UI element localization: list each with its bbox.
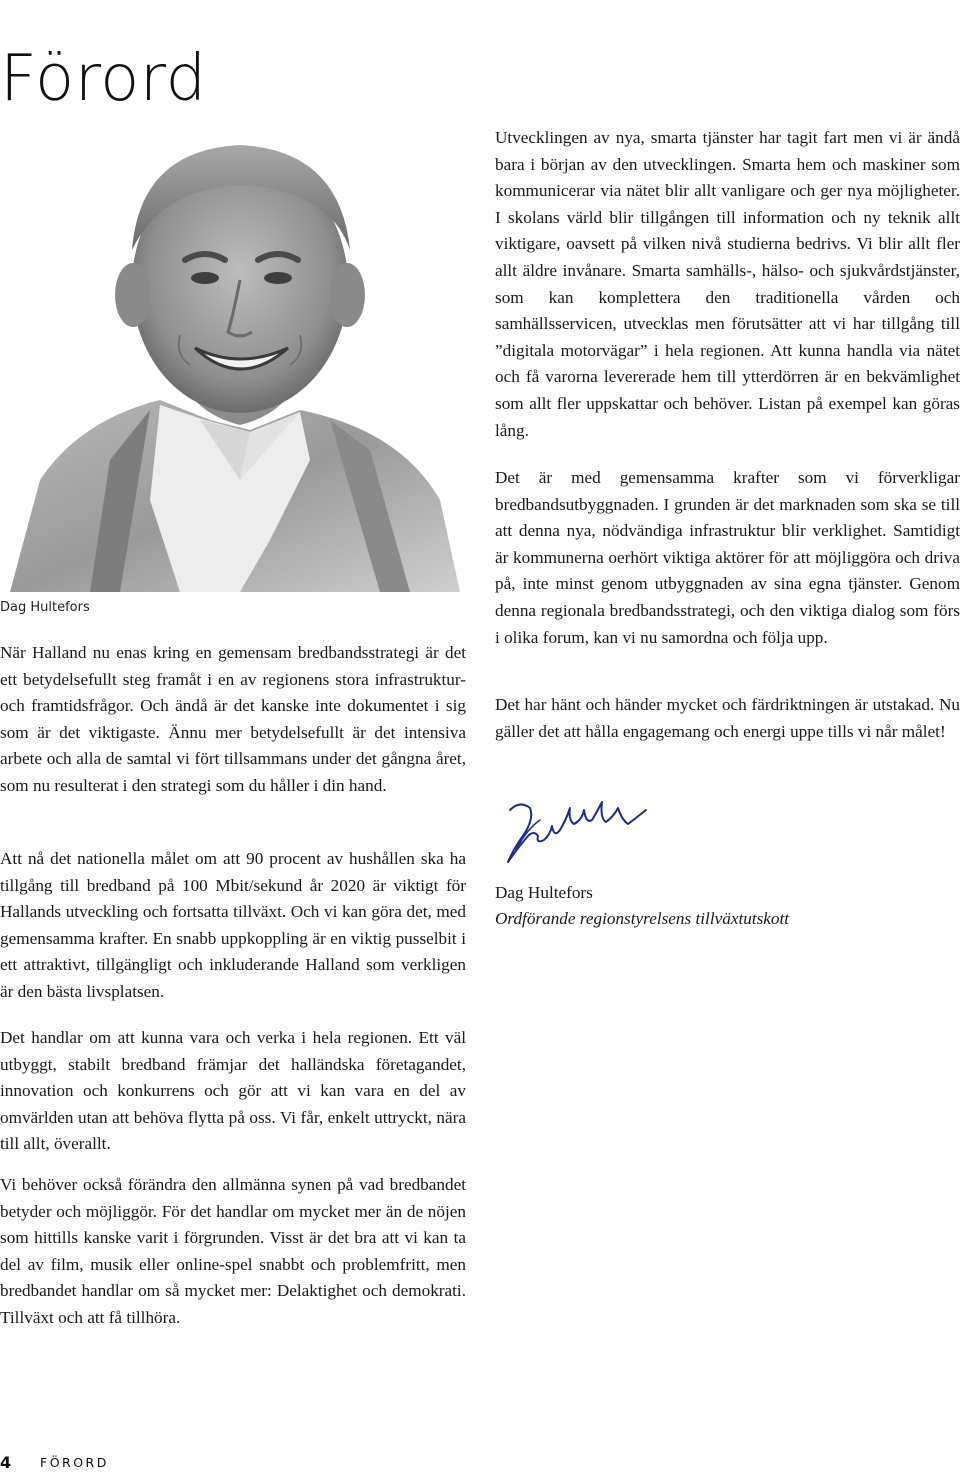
- right-paragraph-2: [495, 465, 960, 651]
- left-paragraph-1: [0, 640, 466, 800]
- page-title: Förord: [0, 41, 207, 116]
- paragraph-text: Det har hänt och händer mycket och färdriktningen är utstakad. Nu gäller det att hålla engagemang och energi uppe tills vi når målet!: [495, 695, 960, 741]
- signature-role: Ordförande regionstyrelsens tillväxtutskott: [495, 909, 790, 928]
- left-paragraph-2: [0, 846, 466, 1006]
- page-number: 4: [0, 1452, 12, 1472]
- paragraph-text: Det handlar om att kunna vara och verka i hela regionen. Ett väl utbyggt, stabilt bredband främjar det halländska företagandet, innovation och konkurrens och gör att vi kan vara en del av omvärlden utan att behöva flytta på oss. Vi får, enkelt uttryckt, nära till allt, överallt.: [0, 1028, 466, 1154]
- paragraph-text: Utvecklingen av nya, smarta tjänster har tagit fart men vi är ändå bara i början av den utvecklingen. Smarta hem och maskiner som kommunicerar via nätet blir allt vanligare och ger nya möjligheter. I skolans värld blir tillgången till information och ny teknik allt viktigare, oavsett på vilken nivå studierna bedrivs. Vi blir allt fler allt äldre invånare. Smarta samhälls-, hälso- och sjukvårdstjänster, som kan komplettera den traditionella vården och samhällsservicen, utvecklas men förutsätter att vi har tillgång till ”digitala motorvägar” i hela regionen. Att kunna handla via nätet och få varorna levererade hem till ytterdörren är en bekvämlighet som allt fler uppskattar och behöver. Listan på exempel kan göras lång.: [495, 128, 960, 440]
- left-paragraph-3: [0, 1025, 466, 1158]
- left-paragraph-4: [0, 1172, 466, 1332]
- photo-caption: Dag Hultefors: [0, 600, 90, 615]
- paragraph-text: Att nå det nationella målet om att 90 procent av hushållen ska ha tillgång till bredband på 100 Mbit/sekund år 2020 är viktigt för Hallands utveckling och fortsatta tillväxt. Och vi kan göra det, med gemensamma krafter. En snabb uppkoppling är en viktig pusselbit i ett attraktivt, tillgängligt och inkluderande Halland som verkligen är den bästa livsplatsen.: [0, 849, 466, 1001]
- running-head: FÖRORD: [40, 1454, 109, 1470]
- portrait-photo: [0, 120, 470, 592]
- page-footer: [0, 1448, 109, 1476]
- right-paragraph-1: [495, 125, 960, 444]
- signature-name: Dag Hultefors: [495, 883, 593, 902]
- handwritten-signature: [490, 790, 660, 870]
- paragraph-text: När Halland nu enas kring en gemensam bredbandsstrategi är det ett betydelsefullt steg framåt i en av regionens stora infrastruktur- och framtidsfrågor. Och ändå är det kanske inte dokumentet i sig som är det viktigaste. Ännu mer betydelsefullt är det intensiva arbete och alla de samtal vi fört tillsammans under det gångna året, som nu resulterat i den strategi som du håller i din hand.: [0, 643, 466, 795]
- right-paragraph-3: [495, 692, 960, 745]
- paragraph-text: Vi behöver också förändra den allmänna synen på vad bredbandet betyder och möjliggör. För det handlar om mycket mer än de nöjen som hittills kanske varit i förgrunden. Visst är det bra att vi kan ta del av film, musik eller online-spel snabbt och problemfritt, men bredbandet handlar om så mycket mer: Delaktighet och demokrati. Tillväxt och att få tillhöra.: [0, 1175, 466, 1327]
- paragraph-text: Det är med gemensamma krafter som vi förverkligar bredbandsutbyggnaden. I grunden är det marknaden som ska se till att denna nya, nödvändiga infrastruktur blir verklighet. Samtidigt är kommunerna oerhört viktiga aktörer för att möjliggöra och driva på, inte minst genom utbyggnaden av sina egna tjänster. Genom denna regionala bredbandsstrategi, och den viktiga dialog som förs i olika forum, kan vi nu samordna och följa upp.: [495, 468, 960, 647]
